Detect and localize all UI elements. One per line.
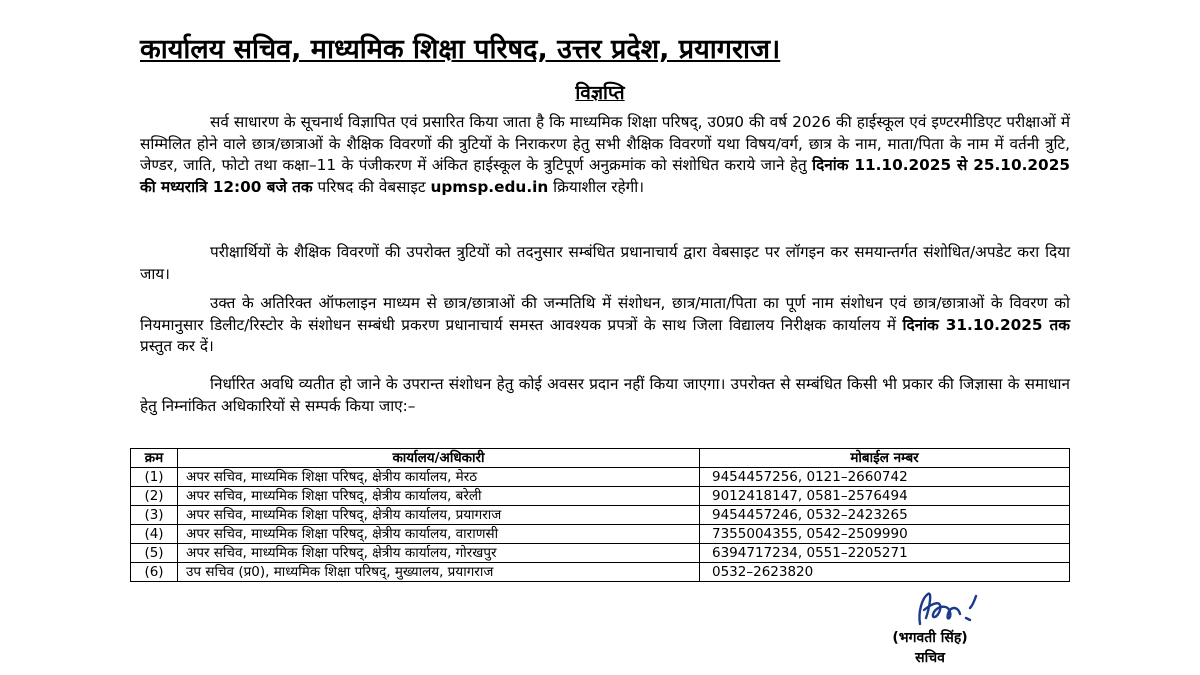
row-serial: (5) [131,544,178,563]
paragraph-1-suffix: क्रियाशील रहेगी। [548,177,645,196]
table-header-row [131,449,1070,468]
signatory-name: (भगवती सिंह) [892,630,968,646]
row-office: अपर सचिव, माध्यमिक शिक्षा परिषद्, क्षेत्रीय कार्यालय, प्रयागराज [178,506,700,525]
paragraph-1-dates: दिनांक 11.10.2025 से 25.10.2025 की मध्यरात्रि 12:00 बजे तक [140,156,1070,196]
table-row [131,544,1070,563]
row-mobile: 6394717234, 0551–2205271 [700,544,1070,563]
table-row [131,506,1070,525]
row-mobile: 9454457256, 0121–2660742 [700,468,1070,487]
header-mobile: मोबाईल नम्बर [700,449,1070,468]
paragraph-1-text: सर्व साधारण के सूचनार्थ विज्ञापित एवं प्रसारित किया जाता है कि माध्यमिक शिक्षा परिषद्, उ0प्र0 की वर्ष 2026 की हाईस्कूल एवं इण्टरमीडिएट परीक्षाओं में सम्मिलित होने वाले छात्र/छात्राओं के शैक्षिक विवरणों की त्रुटियों के निराकरण हेतु सभी शैक्षिक विवरणों यथा विषय/वर्ग, छात्र के नाम, माता/पिता के नाम में वर्तनी त्रुटि, जेण्डर, जाति, फोटो तथा कक्षा–11 के पंजीकरण में अंकित हाईस्कूल के त्रुटिपूर्ण अनुक्रमांक को संशोधित कराये जाने हेतु [140,113,1070,174]
header-serial: क्रम [131,449,178,468]
row-mobile: 7355004355, 0542–2509990 [700,525,1070,544]
row-mobile: 0532–2623820 [700,563,1070,582]
table-row [131,525,1070,544]
row-office: अपर सचिव, माध्यमिक शिक्षा परिषद्, क्षेत्रीय कार्यालय, वाराणसी [178,525,700,544]
paragraph-3-date: दिनांक 31.10.2025 तक [902,315,1070,334]
paragraph-3 [140,293,1070,358]
paragraph-1-site-prefix: परिषद की वेबसाइट [312,177,431,196]
table-row [131,487,1070,506]
notice-heading: विज्ञप्ति [575,82,625,104]
row-office: अपर सचिव, माध्यमिक शिक्षा परिषद्, क्षेत्रीय कार्यालय, मेरठ [178,468,700,487]
row-serial: (1) [131,468,178,487]
signatory-designation: सचिव [915,650,945,666]
header-office: कार्यालय/अधिकारी [178,449,700,468]
row-mobile: 9012418147, 0581–2576494 [700,487,1070,506]
contact-table [130,448,1070,582]
paragraph-4: निर्धारित अवधि व्यतीत हो जाने के उपरान्त संशोधन हेतु कोई अवसर प्रदान नहीं किया जाएगा। उपरोक्त से सम्बंधित किसी भी प्रकार की जिज्ञासा के समाधान हेतु निम्नांकित अधिकारियों से सम्पर्क किया जाए:– [140,375,1070,415]
row-serial: (3) [131,506,178,525]
paragraph-3-text: उक्त के अतिरिक्त ऑफलाइन माध्यम से छात्र/छात्राओं की जन्मतिथि में संशोधन, छात्र/माता/पिता का पूर्ण नाम संशोधन एवं छात्र/छात्राओं के विवरण को नियमानुसार डिलीट/रिस्टोर के संशोधन सम्बंधी प्रकरण प्रधानाचार्य समस्त आवश्यक प्रपत्रों के साथ जिला विद्यालय निरीक्षक कार्यालय में [140,294,1070,334]
paragraph-3-suffix: प्रस्तुत कर दें। [140,337,214,355]
row-mobile: 9454457246, 0532–2423265 [700,506,1070,525]
row-serial: (4) [131,525,178,544]
signature-stroke [919,594,976,624]
website-link[interactable]: upmsp.edu.in [430,177,549,196]
row-office: अपर सचिव, माध्यमिक शिक्षा परिषद्, क्षेत्रीय कार्यालय, बरेली [178,487,700,506]
paragraph-1 [140,112,1070,198]
row-office: उप सचिव (प्र0), माध्यमिक शिक्षा परिषद्, मुख्यालय, प्रयागराज [178,563,700,582]
paragraph-2: परीक्षार्थियों के शैक्षिक विवरणों की उपरोक्त त्रुटियों को तदनुसार सम्बंधित प्रधानाचार्य द्वारा वेबसाइट पर लॉगइन कर समयान्तर्गत संशोधित/अपडेट करा दिया जाय। [140,243,1070,283]
row-serial: (6) [131,563,178,582]
table-row [131,563,1070,582]
row-office: अपर सचिव, माध्यमिक शिक्षा परिषद्, क्षेत्रीय कार्यालय, गोरखपुर [178,544,700,563]
row-serial: (2) [131,487,178,506]
table-row [131,468,1070,487]
office-title: कार्यालय सचिव, माध्यमिक शिक्षा परिषद, उत्तर प्रदेश, प्रयागराज। [140,34,781,65]
